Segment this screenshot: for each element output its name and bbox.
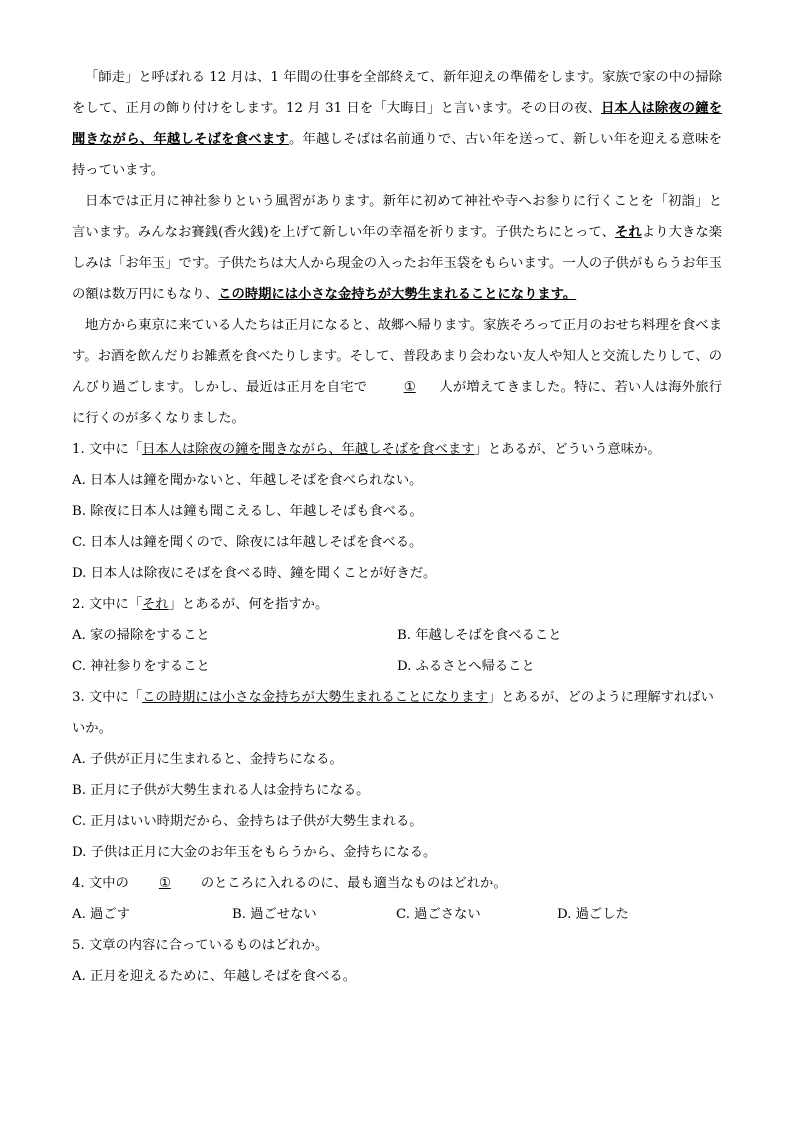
question-1-option-c: C. 日本人は鐘を聞くので、除夜には年越しそばを食べる。	[72, 535, 423, 550]
question-3-option-a: A. 子供が正月に生まれると、金持ちになる。	[72, 752, 343, 767]
question-3-option-b: B. 正月に子供が大勢生まれる人は金持ちになる。	[72, 783, 370, 798]
question-3-suffix: 」とあるが、どのように理解すればいいか。	[72, 690, 714, 736]
p2-text-b: より大きな楽しみは「お年玉」です。子供たちは大人から現金の入ったお年玉袋をもらいます。一人の子供がもらうお年玉の額は数万円にもなり、	[72, 225, 723, 302]
question-2-suffix: 」とあるが、何を指すか。	[168, 597, 329, 612]
p2-text-a: 日本では正月に神社参りという風習があります。新年に初めて神社や寺へお参りに行くことを「初詣」と言います。みんなお賽銭(香火銭)を上げて新しい年の幸福を祈ります。子供たちにとって、	[72, 194, 722, 240]
question-4-option-d: D. 過ごした	[557, 907, 629, 922]
question-4-option-a: A. 過ごす	[72, 907, 130, 922]
p2-underlined-phrase: この時期には小さな金持ちが大勢生まれることになります。	[218, 287, 577, 302]
question-2-quote: それ	[142, 597, 169, 612]
question-5: 5. 文章の内容に合っているものはどれか。	[72, 938, 329, 953]
passage-paragraph-2	[72, 186, 722, 310]
question-1-option-b: B. 除夜に日本人は鐘も聞こえるし、年越しそばも食べる。	[72, 504, 423, 519]
p1-text-b: 。年越しそばは名前通りで、古い年を送って、新しい年を迎える意味を持っています。	[72, 132, 723, 178]
question-1-option-d: D. 日本人は除夜にそばを食べる時、鐘を聞くことが好きだ。	[72, 566, 437, 581]
document-page	[72, 62, 722, 992]
question-2	[72, 589, 722, 620]
question-2-option-a: A. 家の掃除をすること	[72, 628, 210, 643]
question-4-option-b: B. 過ごせない	[232, 907, 317, 922]
question-2-prefix: 2. 文中に「	[72, 597, 143, 612]
question-3-prefix: 3. 文中に「	[72, 690, 143, 705]
question-2-options-row-1	[72, 620, 722, 651]
question-4-blank: ①	[158, 876, 171, 891]
question-1-option-a: A. 日本人は鐘を聞かないと、年越しそばを食べられない。	[72, 473, 423, 488]
question-2-option-b: B. 年越しそばを食べること	[397, 628, 562, 643]
question-5-option-a: A. 正月を迎えるために、年越しそばを食べる。	[72, 969, 356, 984]
p1-underlined-phrase: 日本人は除夜の鐘を聞きながら、年越しそばを食べます	[72, 101, 723, 147]
question-4-option-c: C. 過ごさない	[396, 907, 481, 922]
passage-paragraph-1	[72, 62, 722, 186]
question-4-suffix: のところに入れるのに、最も適当なものはどれか。	[200, 876, 507, 891]
question-4	[72, 868, 722, 899]
p2-underlined-sore: それ	[615, 225, 642, 240]
question-4-options-row	[72, 899, 722, 930]
question-2-options-row-2	[72, 651, 722, 682]
question-3-option-c: C. 正月はいい時期だから、金持ちは子供が大勢生まれる。	[72, 814, 423, 829]
passage-paragraph-3	[72, 310, 722, 434]
p3-text-b: 人が増えてきました。特に、若い人は海外旅行に行くのが多くなりました。	[72, 380, 723, 426]
p3-text-a: 地方から東京に来ている人たちは正月になると、故郷へ帰ります。家族そろって正月のおせち料理を食べます。お酒を飲んだりお雑煮を食べたりします。そして、普段あまり会わない友人や知人と交流したりして、のんびり過ごします。しかし、最近は正月を自宅で	[72, 318, 722, 395]
question-1-quote: 日本人は除夜の鐘を聞きながら、年越しそばを食べます	[142, 442, 475, 457]
p1-text-a: 「師走」と呼ばれる 12 月は、1 年間の仕事を全部終えて、新年迎えの準備をします。家族で家の中の掃除をして、正月の飾り付けをします。12 月 31 日を「大晦日」と言います。その日の夜、	[72, 70, 722, 116]
question-2-option-c: C. 神社参りをすること	[72, 659, 210, 674]
question-1-suffix: 」とあるが、どういう意味か。	[474, 442, 661, 457]
question-1	[72, 434, 722, 465]
question-3-quote: この時期には小さな金持ちが大勢生まれることになります	[142, 690, 488, 705]
question-2-option-d: D. ふるさとへ帰ること	[397, 659, 535, 674]
question-3	[72, 682, 722, 744]
p3-blank-1: ①	[403, 380, 416, 395]
question-1-prefix: 1. 文中に「	[72, 442, 143, 457]
question-3-option-d: D. 子供は正月に大金のお年玉をもらうから、金持ちになる。	[72, 845, 437, 860]
question-4-prefix: 4. 文中の	[72, 876, 129, 891]
